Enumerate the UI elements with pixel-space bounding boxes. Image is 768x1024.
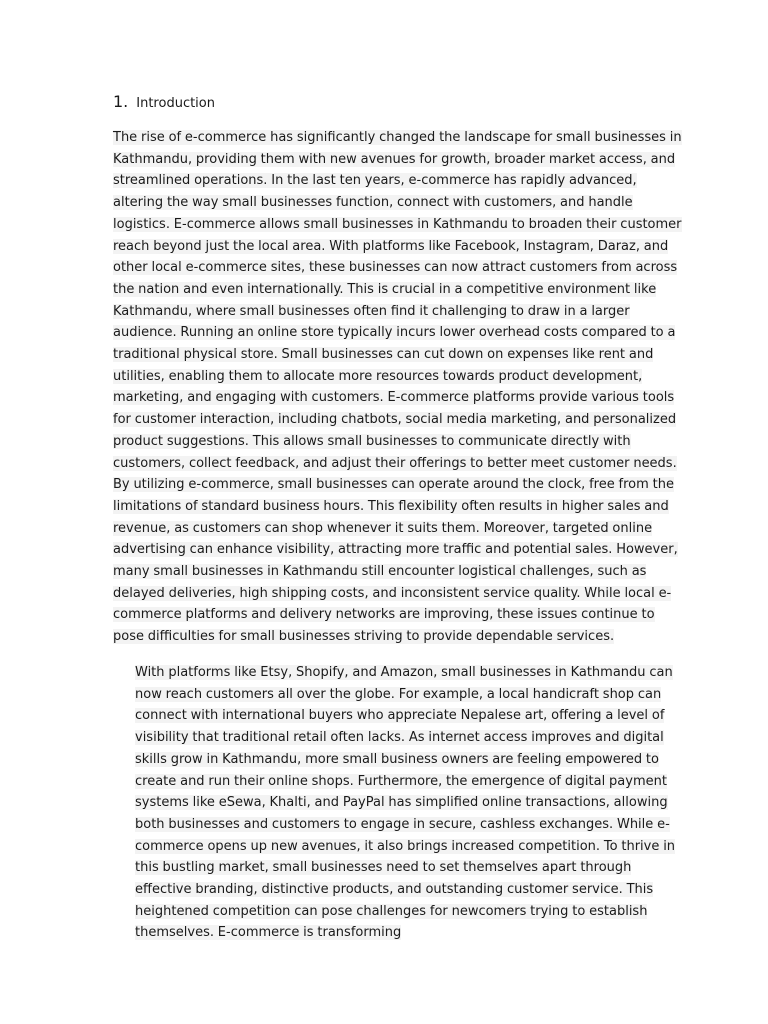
paragraph-platforms-text: With platforms like Etsy, Shopify, and Amazon, small businesses in Kathmandu can now reach customers all over the globe. For example, a local handicraft shop can connect with international buyers who appreciate Nepalese art, offering a level of visibility that traditional retail often lacks. As internet access improves and digital skills grow in Kathmandu, more small business owners are feeling empowered to create and run their online shops. Furthermore, the emergence of digital payment systems like eSewa, Khalti, and PayPal has simplified online transactions, allowing both businesses and customers to engage in secure, cashless exchanges. While e-commerce opens up new avenues, it also brings increased competition. To thrive in this bustling market, small businesses need to set themselves apart through effective branding, distinctive products, and outstanding customer service. This heightened competition can pose challenges for newcomers trying to establish themselves. E-commerce is transforming (135, 665, 676, 941)
paragraph-intro (113, 127, 683, 648)
section-title: Introduction (136, 96, 215, 111)
paragraph-platforms (135, 662, 680, 944)
section-heading (113, 92, 215, 111)
paragraph-intro-text: The rise of e-commerce has significantly changed the landscape for small businesses in Kathmandu, providing them with new avenues for growth, broader market access, and streamlined operations. In the last ten years, e-commerce has rapidly advanced, altering the way small businesses function, connect with customers, and handle logistics. E-commerce allows small businesses in Kathmandu to broaden their customer reach beyond just the local area. With platforms like Facebook, Instagram, Daraz, and other local e-commerce sites, these businesses can now attract customers from across the nation and even internationally. This is crucial in a competitive environment like Kathmandu, where small businesses often find it challenging to draw in a larger audience. Running an online store typically incurs lower overhead costs compared to a traditional physical store. Small businesses can cut down on expenses like rent and utilities, enabling them to allocate more resources towards product development, marketing, and engaging with customers. E-commerce platforms provide various tools for customer interaction, including chatbots, social media marketing, and personalized product suggestions. This allows small businesses to communicate directly with customers, collect feedback, and adjust their offerings to better meet customer needs. By utilizing e-commerce, small businesses can operate around the clock, free from the limitations of standard business hours. This flexibility often results in higher sales and revenue, as customers can shop whenever it suits them. Moreover, targeted online advertising can enhance visibility, attracting more traffic and potential sales. However, many small businesses in Kathmandu still encounter logistical challenges, such as delayed deliveries, high shipping costs, and inconsistent service quality. While local e-commerce platforms and delivery networks are improving, these issues continue to pose difficulties for small businesses striving to provide dependable services. (113, 130, 682, 645)
section-number: 1. (113, 92, 129, 111)
